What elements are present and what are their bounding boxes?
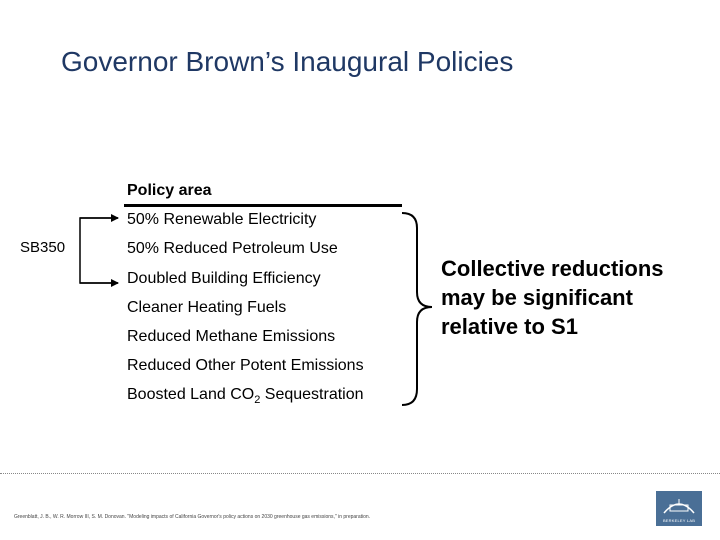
policy-area-header: Policy area: [127, 182, 212, 199]
logo-text: BERKELEY LAB: [662, 518, 696, 523]
curly-brace: [402, 213, 432, 405]
sb350-bracket-arrows: [80, 218, 118, 283]
policy-building-efficiency: Doubled Building Efficiency: [127, 270, 321, 287]
policy-land-co2-suffix: Sequestration: [260, 386, 364, 403]
berkeley-lab-logo: [656, 491, 702, 526]
citation-text: Greenblatt, J. B., W. R. Morrow III, S. M. Donovan. "Modeling impacts of California Governor's policy actions on 2030 greenhouse gas emissions," in preparation.: [14, 514, 371, 520]
sb350-label: SB350: [20, 239, 66, 256]
callout-text: Collective reductions may be significant relative to S1: [441, 256, 664, 339]
policy-land-co2-prefix: Boosted Land CO: [127, 386, 255, 403]
policy-reduced-methane: Reduced Methane Emissions: [127, 328, 336, 345]
policy-reduced-petroleum: 50% Reduced Petroleum Use: [127, 240, 338, 257]
footer-separator: [0, 473, 720, 474]
lab-building-icon: [656, 491, 702, 517]
co2-subscript: 2: [254, 394, 261, 407]
policy-other-potent-emissions: Reduced Other Potent Emissions: [127, 357, 364, 374]
slide-title: Governor Brown’s Inaugural Policies: [61, 46, 514, 77]
policy-cleaner-heating-fuels: Cleaner Heating Fuels: [127, 299, 287, 316]
policy-renewable-electricity: 50% Renewable Electricity: [127, 211, 317, 228]
